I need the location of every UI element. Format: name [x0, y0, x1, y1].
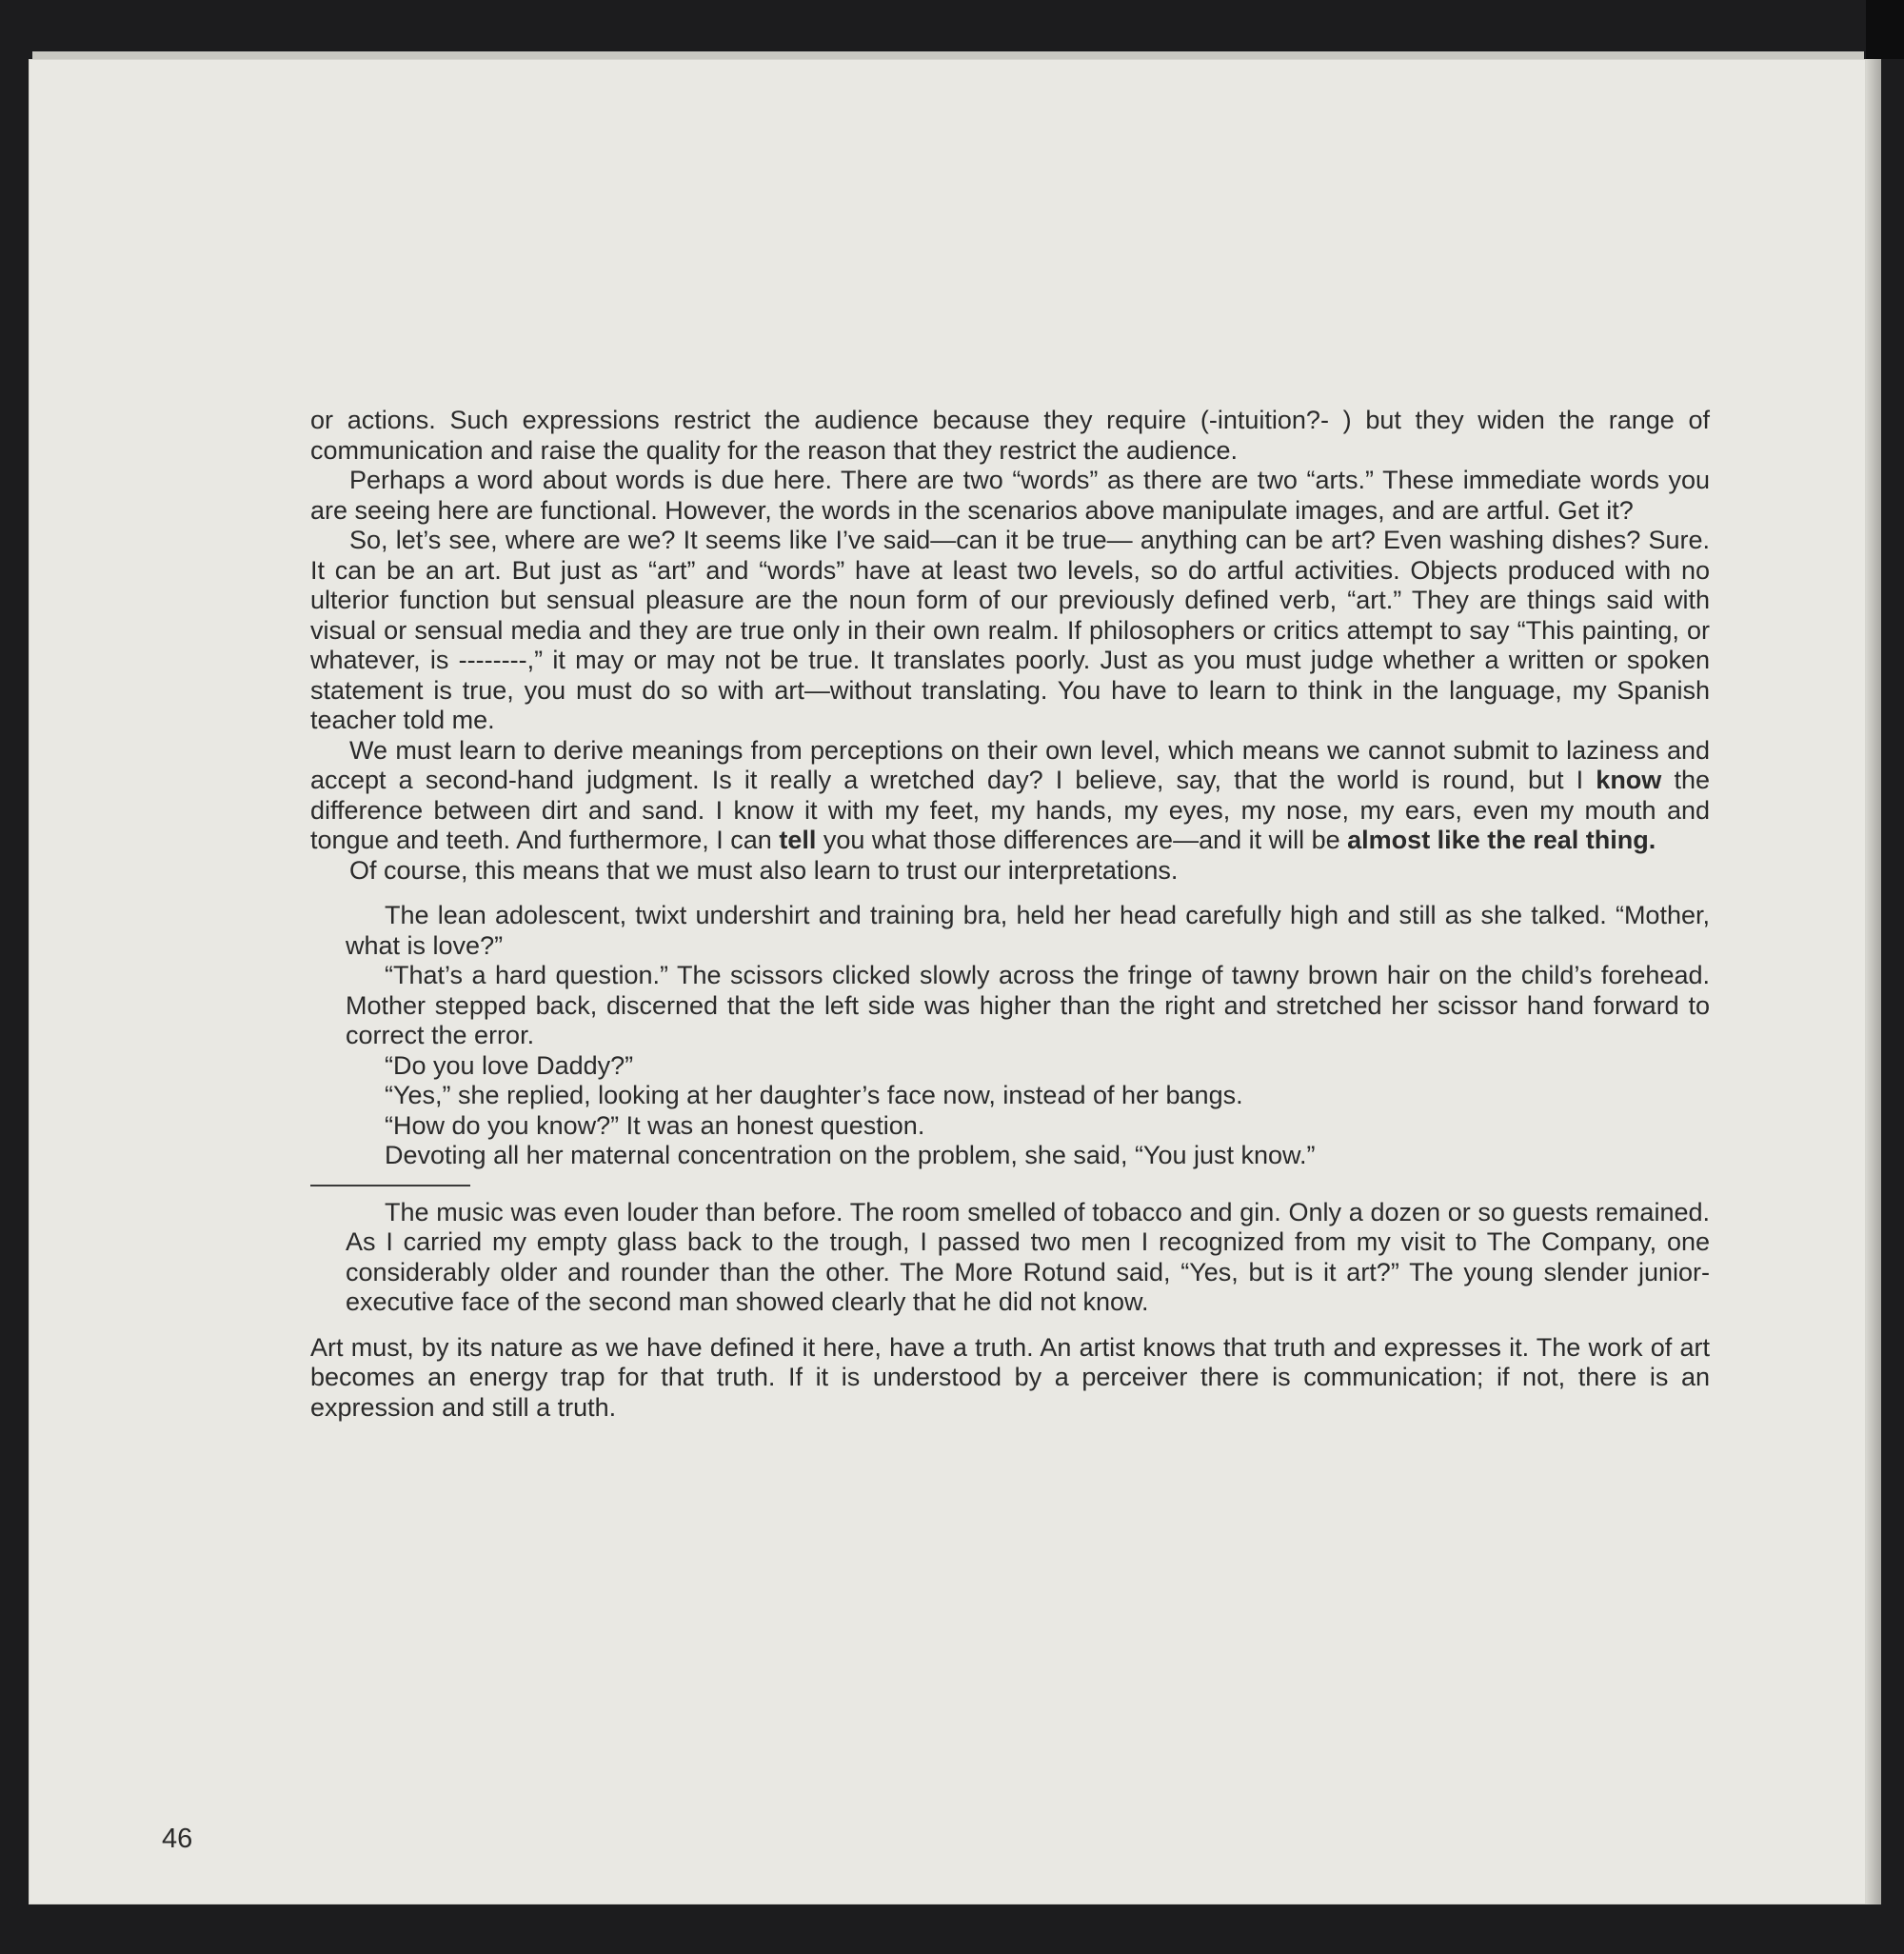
page-text: [310, 406, 1710, 1423]
bold-text: almost like the real thing.: [1347, 826, 1656, 854]
paragraph: “How do you know?” It was an honest question.: [385, 1110, 925, 1140]
scenario-mother-daughter: [310, 901, 1710, 1171]
paragraph: The music was even louder than before. The room smelled of tobacco and gin. Only a dozen or so guests remained. As I carried my empty glass back to the trough, I passed two men I recognized from my visit to The Company, one considerably older and rounder than the other. The More Rotund said, “Yes, but is it art?” The young slender junior-executive face of the second man showed clearly that he did not know.: [346, 1197, 1710, 1316]
paragraph: Art must, by its nature as we have defined it here, have a truth. An artist knows that truth and expresses it. The work of art becomes an energy trap for that truth. If it is understood by a perceiver there is communication; if not, there is an expression and still a truth.: [310, 1332, 1710, 1422]
paragraph: Of course, this means that we must also learn to trust our interpretations.: [349, 855, 1179, 885]
bold-text: tell: [779, 826, 817, 854]
page-number: 46: [162, 1824, 193, 1854]
paragraph: Devoting all her maternal concentration on the problem, she said, “You just know.”: [385, 1141, 1316, 1169]
text-segment: We must learn to derive meanings from perceptions on their own level, which means we cannot submit to laziness and accept a second-hand judgment. Is it really a wretched day? I believe, say, that the world is round, but I: [310, 735, 1710, 794]
scenario-party: [310, 1198, 1710, 1318]
paragraph: So, let’s see, where are we? It seems like I’ve said—can it be true— anything can be art? Even washing dishes? Sure. It can be an art. But just as “art” and “words” have at least two levels, so do artful activities. Objects produced with no ulterior function but sensual pleasure are the noun form of our previously defined verb, “art.” They are things said with visual or sensual media and they are true only in their own realm. If philosophers or critics attempt to say “This painting, or whatever, is --------,” it may or may not be true. It translates poorly. Just as you must judge whether a written or spoken statement is true, you must do so with art—without translating. You have to learn to think in the language, my Spanish teacher told me.: [310, 526, 1710, 734]
book-spine: [1866, 0, 1904, 59]
section-divider: [310, 1185, 470, 1186]
paragraph: The lean adolescent, twixt undershirt and training bra, held her head carefully high and still as she talked. “Mother, what is love?”: [346, 901, 1710, 960]
paragraph: Perhaps a word about words is due here. There are two “words” as there are two “arts.” These immediate words you are seeing here are functional. However, the words in the scenarios above manipulate images, and are artful. Get it?: [310, 466, 1710, 525]
paragraph: “Do you love Daddy?”: [385, 1050, 634, 1080]
paragraph: [310, 736, 1710, 856]
paragraph: “That’s a hard question.” The scissors clicked slowly across the fringe of tawny brown hair on the child’s forehead. Mother stepped back, discerned that the left side was higher than the right and stretched her scissor hand forward to correct the error.: [346, 961, 1710, 1049]
paragraph: or actions. Such expressions restrict the audience because they require (-intuition?- ) but they widen the range of communication and raise the quality for the reason that they restrict the audience.: [310, 406, 1710, 465]
page-right-edge: [1866, 59, 1881, 1904]
paragraph: “Yes,” she replied, looking at her daughter’s face now, instead of her bangs.: [385, 1081, 1243, 1109]
bold-text: know: [1596, 766, 1662, 794]
text-segment: you what those differences are—and it will be: [816, 826, 1348, 854]
text-segment: the difference between dirt and sand. I know it with my feet, my hands, my eyes, my nose, my ears, even my mouth and tongue and teeth. And furthermore, I can: [310, 766, 1710, 854]
